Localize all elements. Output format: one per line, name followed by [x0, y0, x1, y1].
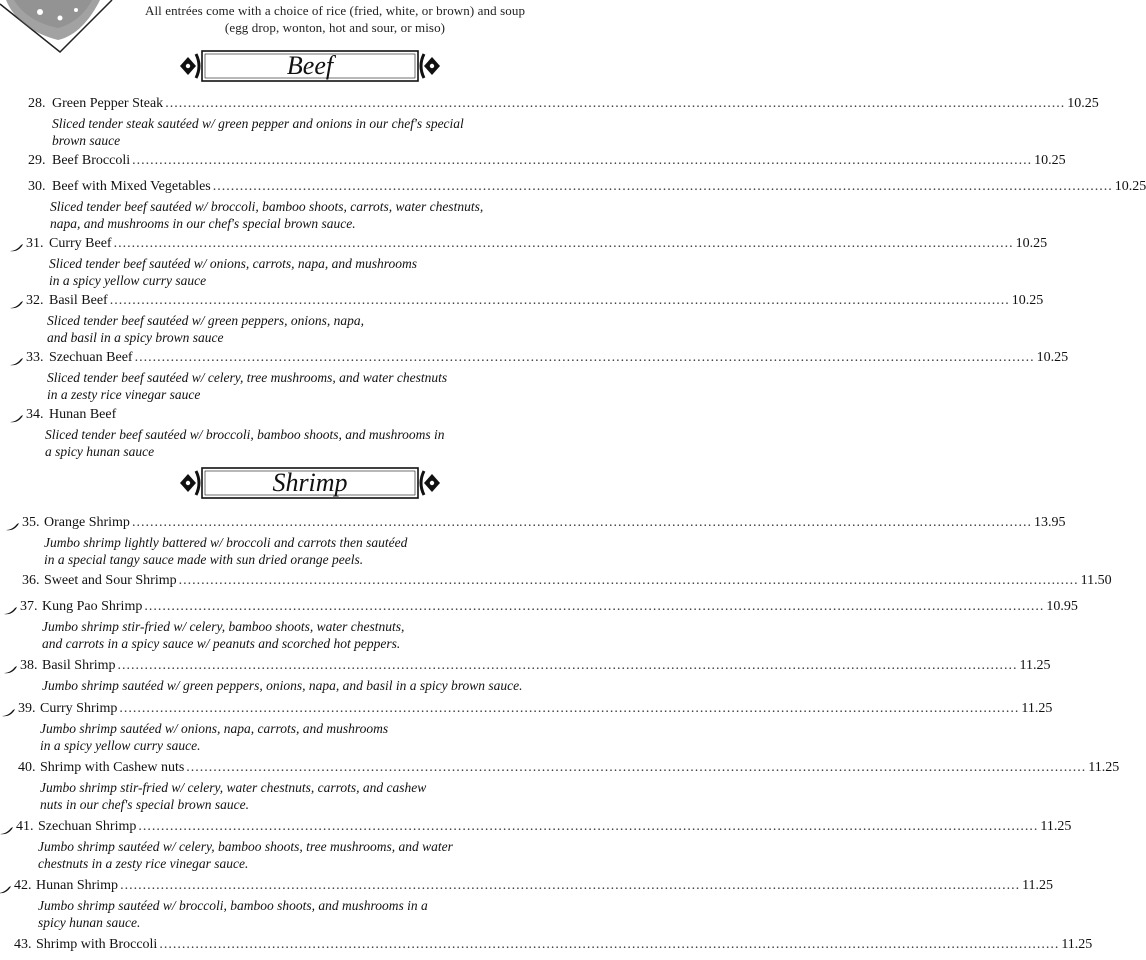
item-name: Hunan Shrimp	[36, 878, 119, 893]
item-number: 39.	[18, 701, 36, 716]
dot-leader: ........................................................................................................................................................................................................	[120, 878, 1021, 893]
menu-item-line	[0, 349, 1069, 367]
dot-leader: ........................................................................................................................................................................................................	[134, 350, 1035, 365]
menu-item-line	[0, 818, 1072, 836]
menu-item	[0, 657, 1051, 693]
description-line: Jumbo shrimp stir-fried w/ celery, bamboo shoots, water chestnuts,	[42, 619, 405, 634]
item-price: 11.25	[1061, 937, 1093, 952]
item-name: Curry Shrimp	[40, 701, 118, 716]
dot-leader: ........................................................................................................................................................................................................	[119, 701, 1020, 716]
intro-line-1: All entrées come with a choice of rice (fried, white, or brown) and soup	[144, 3, 526, 18]
item-description	[45, 426, 554, 460]
description-line: Jumbo shrimp lightly battered w/ broccoli and carrots then sautéed	[44, 535, 408, 550]
menu-item	[0, 572, 1112, 590]
item-price: 13.95	[1033, 515, 1066, 530]
description-line: and basil in a spicy brown sauce	[47, 330, 224, 345]
description-line: spicy hunan sauce.	[38, 915, 141, 930]
menu-item-line	[0, 759, 1120, 777]
menu-item-line	[0, 235, 1048, 253]
item-price: 10.25	[1067, 96, 1099, 111]
chili-pepper-icon	[4, 603, 17, 611]
description-line: Jumbo shrimp sautéed w/ green peppers, onions, napa, and basil in a spicy brown sauce.	[42, 678, 523, 693]
item-name: Szechuan Shrimp	[38, 819, 137, 834]
section-title-beef: Beef	[286, 51, 334, 80]
item-name: Sweet and Sour Shrimp	[44, 573, 177, 588]
item-name: Shrimp with Broccoli	[36, 937, 158, 952]
intro-text	[108, 2, 562, 36]
item-name: Beef Broccoli	[52, 153, 131, 168]
item-number: 28.	[28, 96, 46, 111]
item-number: 38.	[20, 658, 38, 673]
menu-item-line	[0, 152, 1066, 170]
item-number: 32.	[26, 293, 44, 308]
item-price: 11.50	[1080, 573, 1112, 588]
menu-item-line	[0, 178, 1146, 196]
description-line: Sliced tender beef sautéed w/ celery, tree mushrooms, and water chestnuts	[47, 370, 448, 385]
dot-leader: ........................................................................................................................................................................................................	[138, 819, 1039, 834]
corner-ornament	[0, 0, 112, 56]
dot-leader: ........................................................................................................................................................................................................	[186, 760, 1087, 775]
item-number: 41.	[16, 819, 34, 834]
item-price: 10.25	[1114, 179, 1146, 194]
item-name: Green Pepper Steak	[52, 96, 164, 111]
description-line: Jumbo shrimp sautéed w/ broccoli, bamboo shoots, and mushrooms in a	[38, 898, 428, 913]
item-name: Orange Shrimp	[44, 515, 130, 530]
menu-item-line	[0, 572, 1112, 590]
item-price: 11.25	[1088, 760, 1120, 775]
menu-item	[0, 178, 1146, 231]
dot-leader: ........................................................................................................................................................................................................	[178, 573, 1079, 588]
section-title-shrimp: Shrimp	[272, 468, 348, 497]
item-description	[52, 115, 554, 149]
item-description	[50, 198, 554, 232]
description-line: brown sauce	[52, 133, 121, 148]
menu-item-line	[0, 95, 1099, 113]
item-description	[42, 618, 557, 652]
menu-item-line	[0, 936, 1093, 954]
item-price: 10.25	[1015, 236, 1048, 251]
menu-item-line	[0, 292, 1044, 310]
description-line: Jumbo shrimp sautéed w/ celery, bamboo shoots, tree mushrooms, and water	[38, 839, 453, 854]
dot-leader: ........................................................................................................................................................................................................	[109, 293, 1010, 308]
menu-item-line	[0, 406, 562, 424]
menu-item-line	[0, 657, 1051, 675]
description-line: in a spicy yellow curry sauce	[49, 273, 207, 288]
item-name: Curry Beef	[49, 236, 112, 251]
item-price: 11.25	[1022, 878, 1054, 893]
description-line: Sliced tender beef sautéed w/ broccoli, bamboo shoots, carrots, water chestnuts,	[50, 199, 484, 214]
item-number: 33.	[26, 350, 44, 365]
chili-pepper-icon	[10, 354, 23, 362]
item-number: 30.	[28, 179, 46, 194]
dot-leader: ........................................................................................................................................................................................................	[212, 179, 1113, 194]
dot-leader: ........................................................................................................................................................................................................	[144, 599, 1045, 614]
menu-item-line	[0, 700, 1053, 718]
item-price: 11.25	[1040, 819, 1072, 834]
menu-item	[0, 877, 1054, 930]
item-price: 10.25	[1011, 293, 1044, 308]
dot-leader: ........................................................................................................................................................................................................	[165, 96, 1066, 111]
menu-item	[0, 759, 1120, 812]
chili-pepper-icon	[4, 662, 17, 670]
dot-leader: ........................................................................................................................................................................................................	[117, 658, 1018, 673]
menu-item	[0, 152, 1066, 170]
dot-leader: ........................................................................................................................................................................................................	[113, 236, 1014, 251]
chili-pepper-icon	[2, 705, 15, 713]
item-description	[38, 838, 557, 872]
item-number: 36.	[22, 573, 40, 588]
chili-pepper-icon	[0, 882, 11, 890]
menu-item	[0, 95, 1099, 148]
item-name: Kung Pao Shrimp	[42, 599, 143, 614]
intro-line-2: (egg drop, wonton, hot and sour, or miso)	[224, 20, 446, 35]
item-number: 40.	[18, 760, 36, 775]
item-price: 10.25	[1036, 350, 1069, 365]
item-number: 43.	[14, 937, 32, 952]
menu-item	[0, 235, 1048, 288]
chili-pepper-icon	[10, 297, 23, 305]
item-name: Szechuan Beef	[49, 350, 133, 365]
description-line: a spicy hunan sauce	[45, 444, 155, 459]
item-number: 31.	[26, 236, 44, 251]
item-price: 10.95	[1046, 599, 1078, 614]
item-description	[47, 369, 554, 403]
menu-item	[0, 818, 1072, 871]
menu-item-line	[0, 598, 1078, 616]
description-line: napa, and mushrooms in our chef's special brown sauce.	[50, 216, 356, 231]
item-description	[42, 677, 557, 694]
description-line: and carrots in a spicy sauce w/ peanuts and scorched hot peppers.	[42, 636, 401, 651]
item-description	[38, 897, 557, 931]
description-line: Jumbo shrimp stir-fried w/ celery, water chestnuts, carrots, and cashew	[40, 780, 427, 795]
description-line: chestnuts in a zesty rice vinegar sauce.	[38, 856, 249, 871]
chili-pepper-icon	[0, 823, 13, 831]
menu-item	[0, 936, 1093, 954]
menu-item	[0, 349, 1069, 402]
item-number: 42.	[14, 878, 32, 893]
description-line: nuts in our chef's special brown sauce.	[40, 797, 249, 812]
section-banner-beef	[178, 48, 442, 84]
item-price: 11.25	[1021, 701, 1053, 716]
item-description	[40, 779, 557, 813]
description-line: in a special tangy sauce made with sun dried orange peels.	[44, 552, 364, 567]
section-banner-shrimp	[178, 465, 442, 501]
menu-item	[0, 598, 1078, 651]
description-line: Sliced tender beef sautéed w/ onions, carrots, napa, and mushrooms	[49, 256, 417, 271]
item-description	[49, 255, 554, 289]
item-name: Hunan Beef	[49, 407, 117, 422]
item-number: 35.	[22, 515, 40, 530]
menu-item	[0, 514, 1066, 567]
item-number: 34.	[26, 407, 44, 422]
menu-item	[0, 406, 562, 459]
item-price: 10.25	[1034, 153, 1066, 168]
item-description	[47, 312, 554, 346]
item-price: 11.25	[1019, 658, 1051, 673]
description-line: in a spicy yellow curry sauce.	[40, 738, 201, 753]
menu-item	[0, 700, 1053, 753]
menu-item-line	[0, 877, 1054, 895]
dot-leader: ........................................................................................................................................................................................................	[131, 515, 1032, 530]
item-name: Basil Shrimp	[42, 658, 116, 673]
item-name: Basil Beef	[49, 293, 108, 308]
chili-pepper-icon	[6, 519, 19, 527]
dot-leader: ........................................................................................................................................................................................................	[132, 153, 1033, 168]
description-line: Sliced tender beef sautéed w/ broccoli, bamboo shoots, and mushrooms in	[45, 427, 445, 442]
item-number: 29.	[28, 153, 46, 168]
item-number: 37.	[20, 599, 38, 614]
chili-pepper-icon	[10, 240, 23, 248]
menu-item-line	[0, 514, 1066, 532]
description-line: Jumbo shrimp sautéed w/ onions, napa, carrots, and mushrooms	[40, 721, 389, 736]
chili-pepper-icon	[10, 411, 23, 419]
description-line: Sliced tender steak sautéed w/ green pepper and onions in our chef's special	[52, 116, 464, 131]
description-line: in a zesty rice vinegar sauce	[47, 387, 201, 402]
item-description	[40, 720, 557, 754]
item-name: Beef with Mixed Vegetables	[52, 179, 211, 194]
menu-item	[0, 292, 1044, 345]
dot-leader: ........................................................................................................................................................................................................	[159, 937, 1060, 952]
item-description	[44, 534, 557, 568]
item-name: Shrimp with Cashew nuts	[40, 760, 185, 775]
description-line: Sliced tender beef sautéed w/ green peppers, onions, napa,	[47, 313, 365, 328]
